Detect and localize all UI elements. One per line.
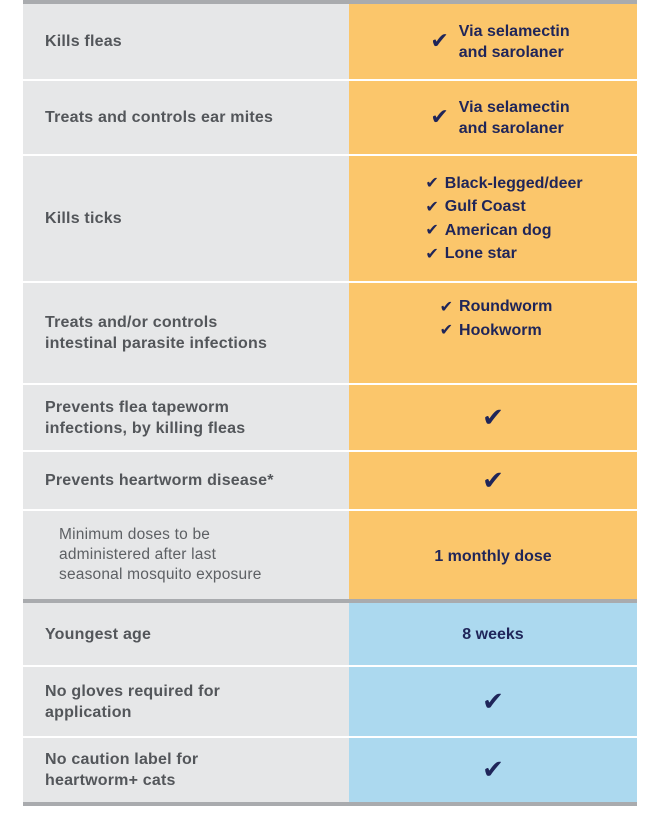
list-item-text: Gulf Coast bbox=[444, 198, 526, 216]
checkmark-icon: ✔ bbox=[425, 173, 439, 193]
row-value bbox=[349, 385, 637, 450]
checkmark-icon: ✔ bbox=[425, 196, 439, 216]
checkmark-icon: ✔ bbox=[430, 104, 449, 130]
row-label bbox=[23, 603, 349, 665]
bottom-rule bbox=[23, 802, 637, 806]
row-value bbox=[349, 667, 637, 736]
row-label bbox=[23, 4, 349, 79]
list-item-text: Black-legged/deer bbox=[444, 174, 583, 192]
table-row bbox=[23, 667, 637, 736]
row-value bbox=[349, 603, 637, 665]
row-label-text: Treats and controls ear mites bbox=[45, 109, 274, 126]
row-label-line: Prevents flea tapeworm bbox=[45, 398, 230, 416]
list-item-text: American dog bbox=[444, 221, 552, 239]
table-row bbox=[23, 283, 637, 383]
checkmark-icon: ✔ bbox=[430, 28, 449, 54]
row-label-line: intestinal parasite infections bbox=[45, 335, 268, 352]
list-item-text: Lone star bbox=[444, 245, 517, 263]
row-label-line: application bbox=[45, 703, 132, 721]
checkmark-icon: ✔ bbox=[482, 465, 504, 496]
row-label-line: Minimum doses to be bbox=[59, 526, 211, 543]
row-value bbox=[349, 452, 637, 509]
table-row bbox=[23, 385, 637, 450]
row-label-line: No caution label for bbox=[45, 751, 199, 768]
checkmark-icon: ✔ bbox=[439, 296, 454, 316]
list-item bbox=[440, 295, 553, 319]
value-line: and sarolaner bbox=[458, 119, 564, 137]
list-item-text: Roundworm bbox=[459, 298, 553, 316]
row-value bbox=[349, 156, 637, 281]
row-label-line: administered after last bbox=[59, 546, 217, 563]
list-item bbox=[425, 172, 582, 196]
row-label bbox=[23, 452, 349, 509]
checkmark-icon: ✔ bbox=[482, 755, 504, 785]
row-label bbox=[23, 156, 349, 281]
checkmark-icon: ✔ bbox=[425, 220, 439, 240]
checkmark-icon: ✔ bbox=[482, 686, 504, 717]
table-row bbox=[23, 81, 637, 154]
tick-list bbox=[425, 172, 582, 266]
row-label bbox=[23, 511, 349, 599]
checkmark-icon: ✔ bbox=[425, 243, 439, 263]
row-label-line: heartworm+ cats bbox=[45, 772, 176, 789]
row-label-text: Prevents heartworm disease* bbox=[45, 472, 274, 489]
row-label-line: No gloves required for bbox=[45, 682, 221, 700]
table-row bbox=[23, 156, 637, 281]
row-label-text: Kills ticks bbox=[45, 210, 122, 227]
via-block bbox=[430, 97, 569, 139]
row-label-line: infections, by killing fleas bbox=[45, 419, 246, 437]
list-item bbox=[425, 195, 582, 219]
row-label bbox=[23, 667, 349, 736]
table-row bbox=[23, 511, 637, 599]
value-text: 1 monthly dose bbox=[434, 547, 552, 565]
row-label bbox=[23, 738, 349, 802]
row-label-text: Youngest age bbox=[45, 625, 152, 643]
row-label bbox=[23, 81, 349, 154]
value-line: Via selamectin bbox=[458, 98, 570, 116]
list-item bbox=[440, 319, 553, 343]
row-value bbox=[349, 283, 637, 383]
row-label-line: Treats and/or controls bbox=[45, 314, 218, 331]
value-text: 8 weeks bbox=[462, 625, 524, 643]
row-label bbox=[23, 385, 349, 450]
row-value bbox=[349, 4, 637, 79]
value-line: Via selamectin bbox=[458, 22, 570, 40]
parasite-list bbox=[440, 295, 553, 342]
comparison-table bbox=[23, 0, 637, 806]
table-row bbox=[23, 452, 637, 509]
row-label bbox=[23, 283, 349, 383]
list-item bbox=[425, 219, 582, 243]
checkmark-icon: ✔ bbox=[482, 402, 504, 433]
row-value bbox=[349, 81, 637, 154]
row-value bbox=[349, 511, 637, 599]
via-block bbox=[430, 21, 569, 63]
row-value bbox=[349, 738, 637, 802]
checkmark-icon: ✔ bbox=[439, 320, 454, 340]
value-line: and sarolaner bbox=[458, 43, 564, 61]
list-item bbox=[425, 242, 582, 266]
list-item-text: Hookworm bbox=[459, 321, 542, 339]
row-label-line: seasonal mosquito exposure bbox=[59, 566, 262, 583]
row-label-text: Kills fleas bbox=[45, 33, 122, 50]
table-row bbox=[23, 603, 637, 665]
table-row bbox=[23, 4, 637, 79]
table-row bbox=[23, 738, 637, 802]
